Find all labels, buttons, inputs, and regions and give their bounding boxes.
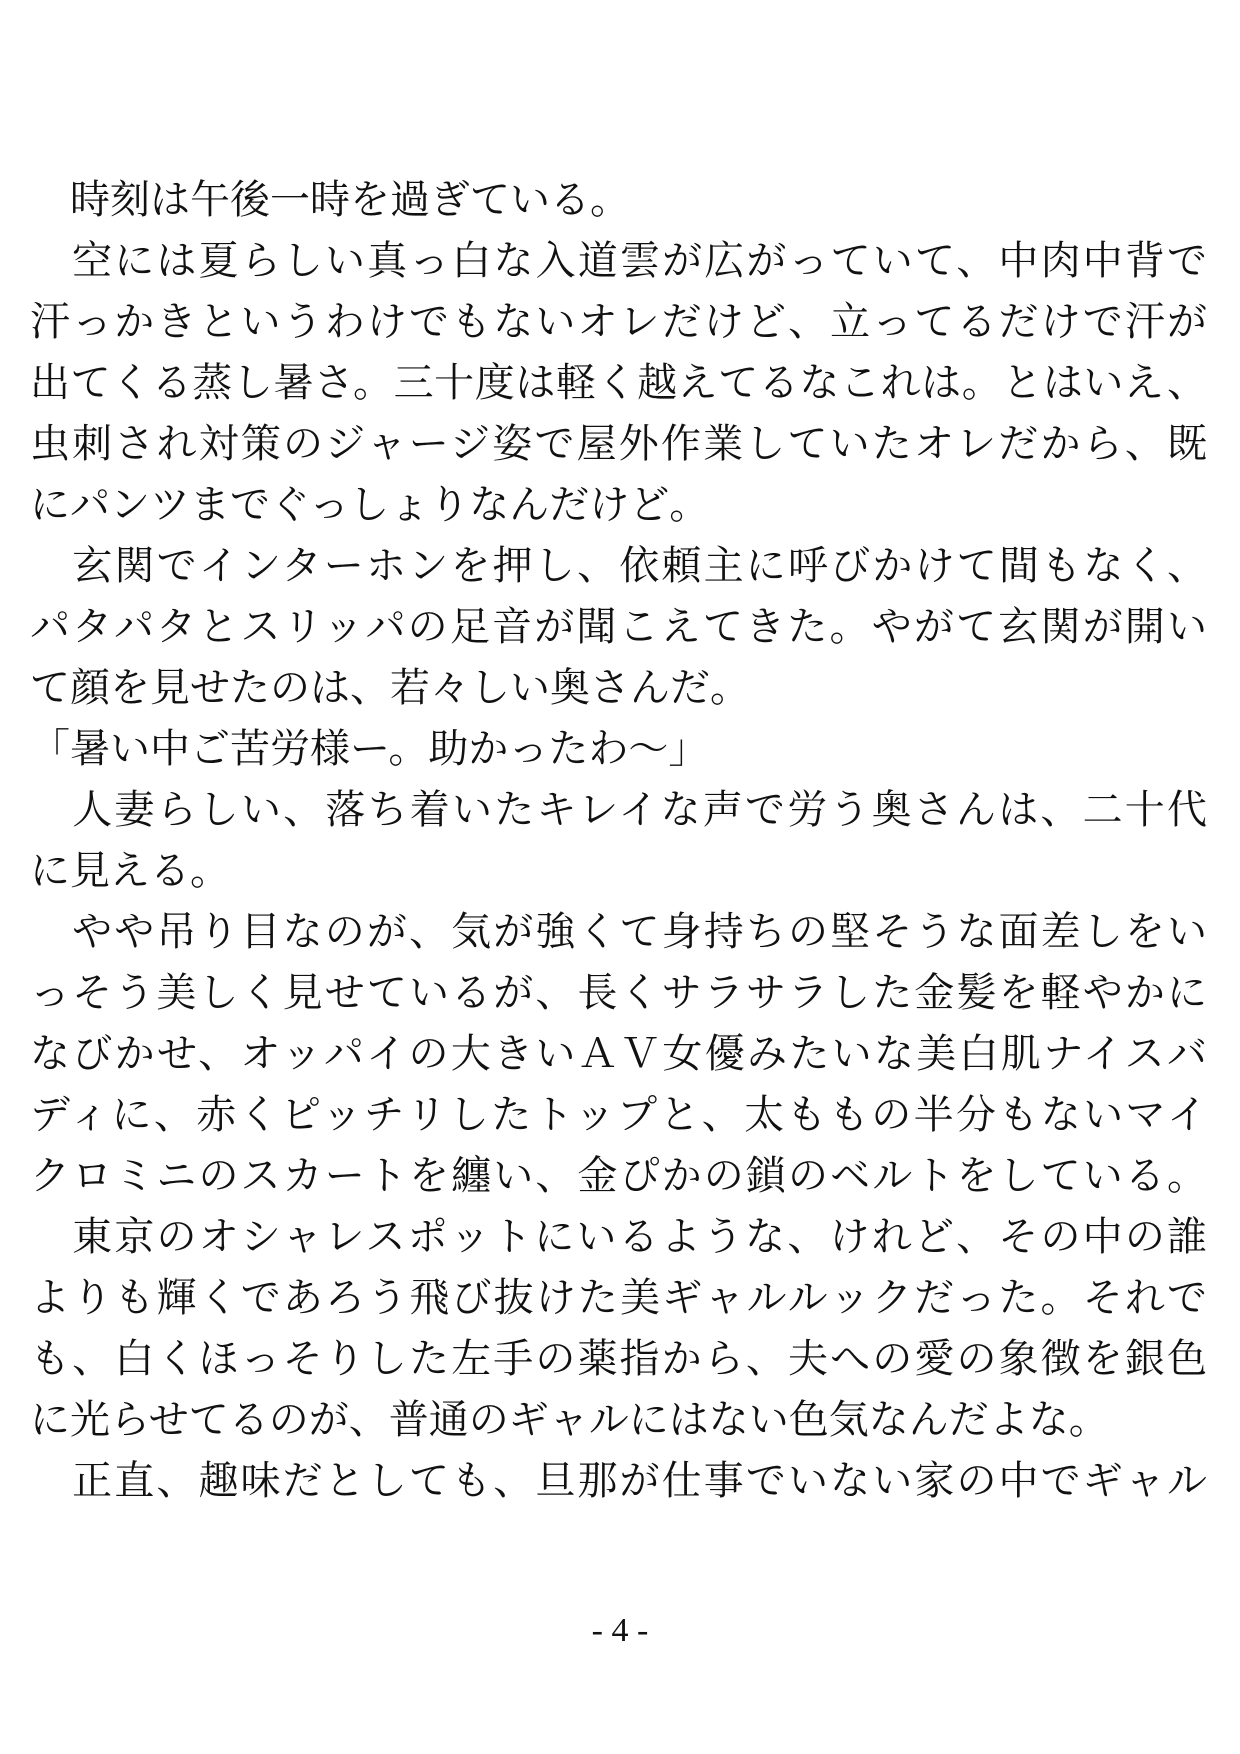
text-line: パタパタとスリッパの足音が聞こえてきた。やがて玄関が開い [30,604,1207,649]
text-line: ディに、赤くピッチリしたトップと、太ももの半分もないマイ [30,1092,1207,1137]
text-line: なびかせ、オッパイの大きいＡＶ女優みたいな美白肌ナイスバ [30,1031,1207,1076]
text-line: 東京のオシャレスポットにいるような、けれど、その中の誰 [30,1214,1207,1259]
text-line: も、白くほっそりした左手の薬指から、夫への愛の象徴を銀色 [30,1336,1207,1381]
text-line: っそう美しく見せているが、長くサラサラした金髪を軽やかに [30,970,1207,1015]
text-line: 汗っかきというわけでもないオレだけど、立ってるだけで汗が [30,299,1207,344]
text-line: に光らせてるのが、普通のギャルにはない色気なんだよな。 [30,1397,1109,1442]
text-line: よりも輝くであろう飛び抜けた美ギャルルックだった。それで [30,1275,1207,1320]
text-line: にパンツまでぐっしょりなんだけど。 [30,482,710,527]
text-line: クロミニのスカートを纏い、金ぴかの鎖のベルトをしている。 [30,1153,1207,1198]
text-line: 「暑い中ご苦労様ー。助かったわ〜」 [30,726,709,771]
text-line: に見える。 [30,848,230,893]
text-line: 出てくる蒸し暑さ。三十度は軽く越えてるなこれは。とはいえ、 [30,360,1207,405]
text-line: 時刻は午後一時を過ぎている。 [30,177,630,222]
text-line: 虫刺され対策のジャージ姿で屋外作業していたオレだから、既 [30,421,1207,466]
text-line: 正直、趣味だとしても、旦那が仕事でいない家の中でギャル [30,1458,1207,1503]
text-line: 玄関でインターホンを押し、依頼主に呼びかけて間もなく、 [30,543,1207,588]
text-line: 人妻らしい、落ち着いたキレイな声で労う奥さんは、二十代 [30,787,1207,832]
text-block [30,169,1207,1511]
text-line: 空には夏らしい真っ白な入道雲が広がっていて、中肉中背で [30,238,1207,283]
page-number: - 4 - [591,1612,649,1649]
text-line: やや吊り目なのが、気が強くて身持ちの堅そうな面差しをい [30,909,1207,954]
text-line: て顔を見せたのは、若々しい奥さんだ。 [30,665,750,710]
